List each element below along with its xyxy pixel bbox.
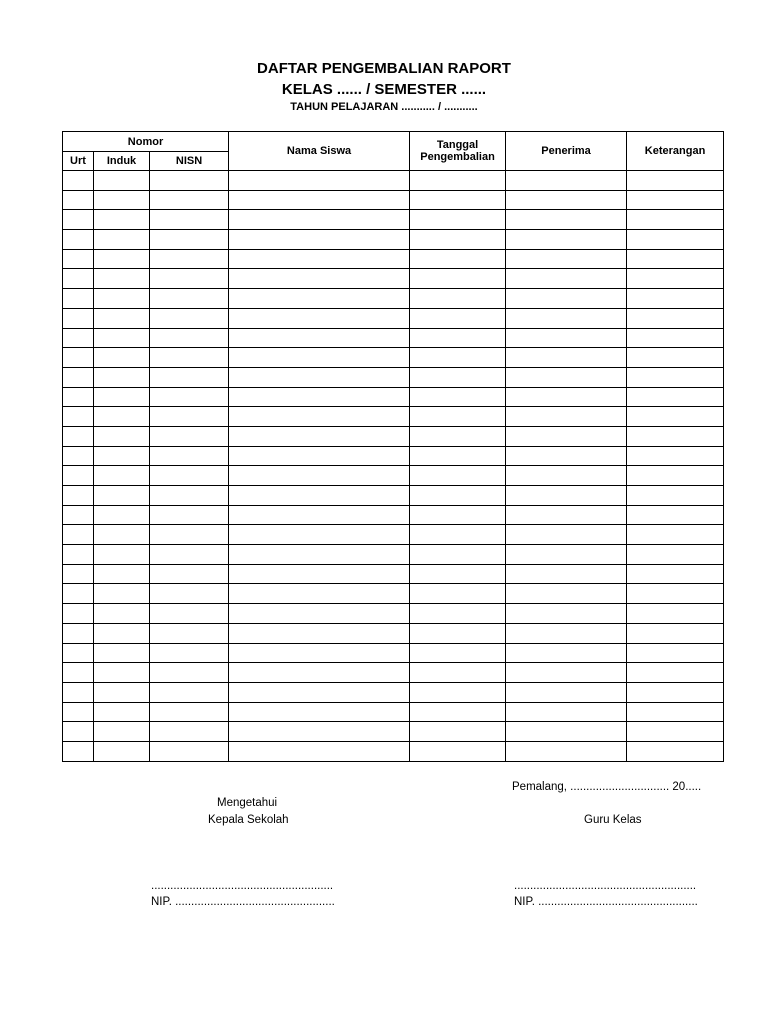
cell-urt (63, 525, 94, 545)
cell-penerima (506, 663, 627, 683)
cell-nama-siswa (229, 505, 410, 525)
cell-tanggal-pengembalian (410, 702, 506, 722)
cell-nisn (150, 210, 229, 230)
cell-keterangan (627, 269, 724, 289)
cell-induk (94, 741, 150, 761)
cell-induk (94, 682, 150, 702)
table-row (63, 663, 724, 683)
table-row (63, 741, 724, 761)
cell-tanggal-pengembalian (410, 407, 506, 427)
cell-nama-siswa (229, 249, 410, 269)
cell-urt (63, 702, 94, 722)
cell-nama-siswa (229, 367, 410, 387)
cell-nisn (150, 367, 229, 387)
header-urt: Urt (63, 152, 94, 171)
cell-nisn (150, 249, 229, 269)
cell-keterangan (627, 604, 724, 624)
cell-induk (94, 466, 150, 486)
cell-urt (63, 387, 94, 407)
cell-urt (63, 289, 94, 309)
table-row (63, 328, 724, 348)
cell-induk (94, 289, 150, 309)
cell-nama-siswa (229, 308, 410, 328)
table-row (63, 407, 724, 427)
table-row (63, 289, 724, 309)
cell-tanggal-pengembalian (410, 269, 506, 289)
principal-title: Kepala Sekolah (208, 814, 289, 826)
cell-penerima (506, 171, 627, 191)
cell-penerima (506, 269, 627, 289)
cell-keterangan (627, 289, 724, 309)
table-row (63, 367, 724, 387)
cell-keterangan (627, 545, 724, 565)
table-row (63, 486, 724, 506)
cell-penerima (506, 289, 627, 309)
table-row (63, 604, 724, 624)
cell-urt (63, 741, 94, 761)
cell-nisn (150, 387, 229, 407)
cell-tanggal-pengembalian (410, 604, 506, 624)
cell-nisn (150, 525, 229, 545)
cell-tanggal-pengembalian (410, 190, 506, 210)
class-semester-line: KELAS ...... / SEMESTER ...... (281, 81, 487, 98)
table-row (63, 210, 724, 230)
header-penerima: Penerima (506, 132, 627, 171)
cell-tanggal-pengembalian (410, 210, 506, 230)
cell-keterangan (627, 171, 724, 191)
place-date-line: Pemalang, ............................... 20..... (512, 781, 702, 793)
cell-urt (63, 682, 94, 702)
cell-tanggal-pengembalian (410, 486, 506, 506)
cell-nama-siswa (229, 210, 410, 230)
cell-keterangan (627, 564, 724, 584)
table-row (63, 525, 724, 545)
cell-penerima (506, 328, 627, 348)
cell-urt (63, 308, 94, 328)
table-row (63, 584, 724, 604)
cell-induk (94, 426, 150, 446)
cell-keterangan (627, 249, 724, 269)
cell-urt (63, 466, 94, 486)
cell-tanggal-pengembalian (410, 584, 506, 604)
cell-penerima (506, 308, 627, 328)
cell-induk (94, 702, 150, 722)
cell-nisn (150, 505, 229, 525)
cell-tanggal-pengembalian (410, 446, 506, 466)
cell-tanggal-pengembalian (410, 623, 506, 643)
cell-tanggal-pengembalian (410, 663, 506, 683)
cell-nisn (150, 328, 229, 348)
cell-penerima (506, 623, 627, 643)
cell-nama-siswa (229, 486, 410, 506)
cell-tanggal-pengembalian (410, 741, 506, 761)
cell-tanggal-pengembalian (410, 682, 506, 702)
cell-keterangan (627, 741, 724, 761)
cell-nisn (150, 466, 229, 486)
cell-urt (63, 545, 94, 565)
cell-induk (94, 545, 150, 565)
cell-nisn (150, 269, 229, 289)
table-row (63, 564, 724, 584)
table-row (63, 643, 724, 663)
cell-penerima (506, 702, 627, 722)
cell-tanggal-pengembalian (410, 328, 506, 348)
cell-keterangan (627, 486, 724, 506)
cell-tanggal-pengembalian (410, 387, 506, 407)
cell-nama-siswa (229, 348, 410, 368)
cell-penerima (506, 505, 627, 525)
cell-keterangan (627, 367, 724, 387)
cell-penerima (506, 682, 627, 702)
cell-tanggal-pengembalian (410, 722, 506, 742)
teacher-nip: NIP. .................................................. (514, 896, 698, 908)
cell-nisn (150, 348, 229, 368)
cell-keterangan (627, 387, 724, 407)
cell-penerima (506, 426, 627, 446)
cell-tanggal-pengembalian (410, 230, 506, 250)
cell-nisn (150, 486, 229, 506)
cell-induk (94, 643, 150, 663)
cell-penerima (506, 604, 627, 624)
cell-nama-siswa (229, 328, 410, 348)
cell-nisn (150, 663, 229, 683)
cell-induk (94, 269, 150, 289)
cell-induk (94, 190, 150, 210)
cell-tanggal-pengembalian (410, 564, 506, 584)
cell-nama-siswa (229, 564, 410, 584)
cell-nisn (150, 741, 229, 761)
header-tanggal-line2: Pengembalian (420, 151, 495, 163)
cell-keterangan (627, 446, 724, 466)
table-row (63, 348, 724, 368)
cell-tanggal-pengembalian (410, 505, 506, 525)
cell-tanggal-pengembalian (410, 426, 506, 446)
cell-penerima (506, 741, 627, 761)
cell-penerima (506, 190, 627, 210)
cell-induk (94, 249, 150, 269)
cell-urt (63, 190, 94, 210)
table-row (63, 545, 724, 565)
cell-urt (63, 643, 94, 663)
acknowledge-label: Mengetahui (217, 797, 278, 809)
cell-nisn (150, 584, 229, 604)
cell-keterangan (627, 466, 724, 486)
cell-induk (94, 584, 150, 604)
table-row (63, 426, 724, 446)
cell-penerima (506, 466, 627, 486)
cell-nama-siswa (229, 230, 410, 250)
header-nama-siswa: Nama Siswa (229, 132, 410, 171)
table-row (63, 722, 724, 742)
cell-nisn (150, 230, 229, 250)
cell-tanggal-pengembalian (410, 545, 506, 565)
cell-nama-siswa (229, 682, 410, 702)
cell-penerima (506, 387, 627, 407)
cell-urt (63, 328, 94, 348)
cell-nisn (150, 682, 229, 702)
cell-tanggal-pengembalian (410, 643, 506, 663)
cell-urt (63, 722, 94, 742)
cell-penerima (506, 525, 627, 545)
cell-nama-siswa (229, 722, 410, 742)
table-row (63, 623, 724, 643)
cell-nama-siswa (229, 171, 410, 191)
header-induk: Induk (94, 152, 150, 171)
cell-urt (63, 407, 94, 427)
header-tanggal-pengembalian (410, 132, 506, 171)
document-title: DAFTAR PENGEMBALIAN RAPORT (257, 60, 511, 77)
cell-nisn (150, 426, 229, 446)
cell-tanggal-pengembalian (410, 289, 506, 309)
cell-nama-siswa (229, 269, 410, 289)
cell-nama-siswa (229, 525, 410, 545)
cell-nisn (150, 289, 229, 309)
table-row (63, 230, 724, 250)
cell-keterangan (627, 722, 724, 742)
cell-penerima (506, 722, 627, 742)
cell-urt (63, 426, 94, 446)
cell-urt (63, 446, 94, 466)
cell-tanggal-pengembalian (410, 348, 506, 368)
cell-keterangan (627, 210, 724, 230)
teacher-signature-line: ......................................................... (514, 880, 697, 892)
cell-keterangan (627, 190, 724, 210)
cell-nama-siswa (229, 426, 410, 446)
cell-keterangan (627, 505, 724, 525)
cell-penerima (506, 545, 627, 565)
cell-tanggal-pengembalian (410, 525, 506, 545)
cell-keterangan (627, 308, 724, 328)
cell-urt (63, 623, 94, 643)
cell-induk (94, 525, 150, 545)
table-row (63, 505, 724, 525)
cell-penerima (506, 407, 627, 427)
cell-keterangan (627, 623, 724, 643)
cell-induk (94, 486, 150, 506)
cell-keterangan (627, 682, 724, 702)
cell-nisn (150, 190, 229, 210)
header-nisn: NISN (150, 152, 229, 171)
cell-urt (63, 171, 94, 191)
table-row (63, 682, 724, 702)
table-row (63, 387, 724, 407)
cell-nisn (150, 446, 229, 466)
cell-nisn (150, 564, 229, 584)
cell-nama-siswa (229, 545, 410, 565)
cell-urt (63, 367, 94, 387)
cell-nama-siswa (229, 604, 410, 624)
teacher-title: Guru Kelas (584, 814, 642, 826)
principal-nip: NIP. .................................................. (151, 896, 335, 908)
cell-penerima (506, 486, 627, 506)
cell-penerima (506, 643, 627, 663)
cell-nama-siswa (229, 663, 410, 683)
cell-nama-siswa (229, 446, 410, 466)
cell-nama-siswa (229, 584, 410, 604)
cell-keterangan (627, 702, 724, 722)
cell-nisn (150, 623, 229, 643)
cell-induk (94, 623, 150, 643)
cell-induk (94, 722, 150, 742)
cell-penerima (506, 249, 627, 269)
cell-keterangan (627, 426, 724, 446)
cell-nama-siswa (229, 387, 410, 407)
table-row (63, 171, 724, 191)
cell-nama-siswa (229, 643, 410, 663)
cell-urt (63, 486, 94, 506)
cell-nisn (150, 722, 229, 742)
header-tanggal-line1: Tanggal (436, 139, 479, 151)
table-row (63, 190, 724, 210)
table-row (63, 269, 724, 289)
cell-tanggal-pengembalian (410, 308, 506, 328)
cell-urt (63, 584, 94, 604)
header-nomor: Nomor (63, 132, 229, 152)
cell-keterangan (627, 348, 724, 368)
cell-induk (94, 367, 150, 387)
cell-induk (94, 171, 150, 191)
header-keterangan: Keterangan (627, 132, 724, 171)
cell-nama-siswa (229, 741, 410, 761)
table-row (63, 308, 724, 328)
cell-nisn (150, 604, 229, 624)
cell-penerima (506, 210, 627, 230)
principal-signature-line: ......................................................... (151, 880, 334, 892)
cell-induk (94, 505, 150, 525)
table-row (63, 466, 724, 486)
cell-induk (94, 210, 150, 230)
cell-penerima (506, 584, 627, 604)
cell-induk (94, 604, 150, 624)
cell-nisn (150, 407, 229, 427)
cell-induk (94, 230, 150, 250)
cell-induk (94, 407, 150, 427)
cell-tanggal-pengembalian (410, 367, 506, 387)
cell-nama-siswa (229, 702, 410, 722)
cell-nisn (150, 308, 229, 328)
cell-urt (63, 564, 94, 584)
return-report-table (62, 131, 724, 762)
cell-nisn (150, 702, 229, 722)
cell-penerima (506, 564, 627, 584)
cell-urt (63, 505, 94, 525)
cell-urt (63, 663, 94, 683)
cell-induk (94, 328, 150, 348)
school-year-line: TAHUN PELAJARAN ........... / ........... (290, 101, 478, 113)
cell-nama-siswa (229, 623, 410, 643)
cell-induk (94, 564, 150, 584)
cell-urt (63, 230, 94, 250)
cell-induk (94, 446, 150, 466)
cell-penerima (506, 230, 627, 250)
cell-keterangan (627, 407, 724, 427)
cell-penerima (506, 367, 627, 387)
cell-urt (63, 249, 94, 269)
cell-induk (94, 348, 150, 368)
cell-keterangan (627, 584, 724, 604)
cell-tanggal-pengembalian (410, 249, 506, 269)
table-row (63, 249, 724, 269)
cell-urt (63, 269, 94, 289)
cell-urt (63, 604, 94, 624)
cell-nama-siswa (229, 190, 410, 210)
cell-penerima (506, 446, 627, 466)
cell-penerima (506, 348, 627, 368)
cell-nisn (150, 545, 229, 565)
cell-urt (63, 348, 94, 368)
cell-nama-siswa (229, 407, 410, 427)
table-row (63, 702, 724, 722)
cell-nama-siswa (229, 466, 410, 486)
cell-nama-siswa (229, 289, 410, 309)
cell-urt (63, 210, 94, 230)
cell-keterangan (627, 643, 724, 663)
cell-nisn (150, 643, 229, 663)
cell-tanggal-pengembalian (410, 466, 506, 486)
cell-keterangan (627, 328, 724, 348)
table-body (63, 171, 724, 762)
table-row (63, 446, 724, 466)
cell-induk (94, 663, 150, 683)
cell-keterangan (627, 525, 724, 545)
cell-induk (94, 308, 150, 328)
cell-tanggal-pengembalian (410, 171, 506, 191)
cell-keterangan (627, 230, 724, 250)
cell-keterangan (627, 663, 724, 683)
cell-induk (94, 387, 150, 407)
cell-nisn (150, 171, 229, 191)
